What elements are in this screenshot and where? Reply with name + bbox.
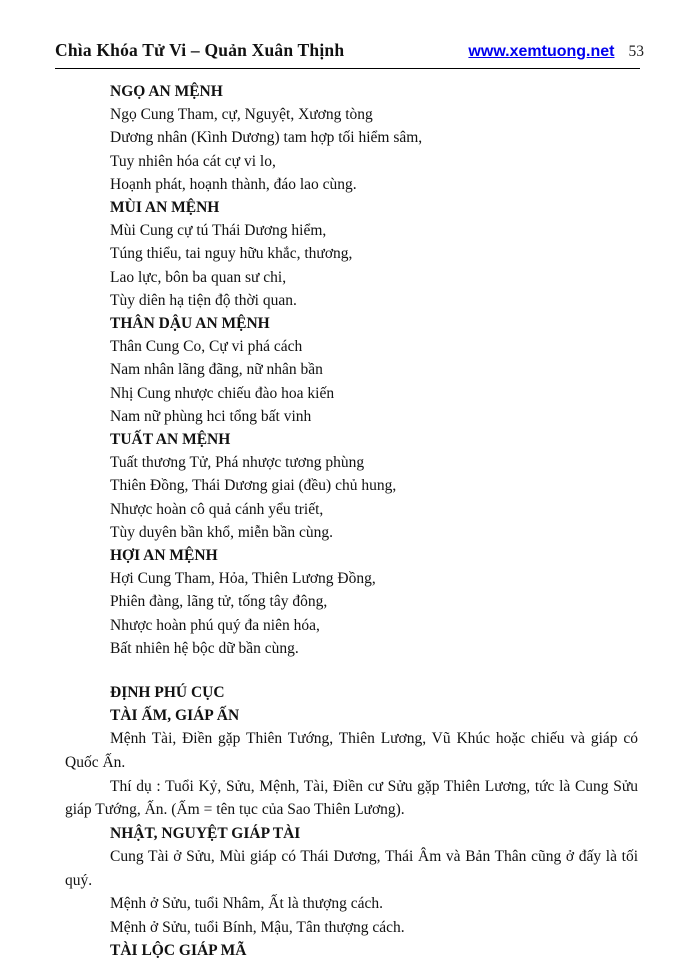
paragraph: Cung Tài ở Sửu, Mùi giáp có Thái Dương, Thái Âm và Bản Thân cũng ở đấy là tối quý.: [65, 848, 638, 889]
header-right: [468, 43, 644, 61]
subsection-heading-tai-loc-giap-ma: TÀI LỘC GIÁP MÃ: [110, 942, 247, 960]
subsection-heading-tai-am-giap-an: TÀI ẤM, GIÁP ẤN: [110, 707, 240, 725]
poem-line: Nhược hoàn phú quý đa niên hóa,: [110, 616, 320, 634]
section-gap: [65, 660, 638, 681]
section-heading-hoi: HỢI AN MỆNH: [110, 547, 218, 565]
header-rule: [55, 68, 640, 69]
section-heading-ngo: NGỌ AN MỆNH: [110, 83, 223, 100]
paragraph: Mệnh Tài, Điền gặp Thiên Tướng, Thiên Lương, Vũ Khúc hoặc chiếu và giáp có Quốc Ấn.: [65, 730, 638, 772]
paragraph: Mệnh ở Sửu, tuổi Nhâm, Ất là thượng cách.: [110, 895, 383, 913]
poem-line: Phiên đàng, lãng tử, tống tây đông,: [110, 593, 328, 611]
site-link[interactable]: www.xemtuong.net: [468, 43, 615, 60]
page-content: [0, 80, 686, 963]
poem-line: Thiên Đồng, Thái Dương giai (đều) chủ hung,: [110, 477, 397, 495]
poem-line: Nhược hoàn cô quả cánh yểu triết,: [110, 500, 324, 518]
poem-line: Bất nhiên hệ bộc dữ bần cùng.: [110, 639, 299, 657]
poem-line: Nam nữ phùng hci tổng bất vinh: [110, 407, 312, 425]
poem-line: Tuất thương Tử, Phá nhược tương phùng: [110, 454, 365, 472]
poem-line: Lao lực, bôn ba quan sư chi,: [110, 268, 287, 286]
poem-line: Dương nhân (Kình Dương) tam hợp tối hiểm sâm,: [110, 129, 423, 147]
page-header: [55, 40, 644, 61]
poem-line: Mùi Cung cự tú Thái Dương hiểm,: [110, 222, 327, 240]
poem-line: Nhị Cung nhược chiếu đào hoa kiến: [110, 384, 335, 402]
book-title: Chìa Khóa Tử Vi – Quản Xuân Thịnh: [55, 40, 345, 60]
paragraph: Mệnh ở Sửu, tuổi Bính, Mậu, Tân thượng cách.: [110, 918, 405, 936]
poem-line: Hợi Cung Tham, Hỏa, Thiên Lương Đồng,: [110, 570, 376, 588]
section-heading-dinh-phu-cuc: ĐỊNH PHÚ CỤC: [110, 684, 225, 702]
poem-line: Nam nhân lãng đãng, nữ nhân bần: [110, 361, 323, 379]
section-heading-tuat: TUẤT AN MỆNH: [110, 431, 231, 449]
poem-line: Tùy diên hạ tiện độ thời quan.: [110, 291, 297, 309]
poem-line: Thân Cung Co, Cự vi phá cách: [110, 338, 303, 356]
poem-line: Túng thiểu, tai nguy hữu khắc, thương,: [110, 245, 353, 263]
poem-line: Ngọ Cung Tham, cự, Nguyệt, Xương tòng: [110, 106, 373, 124]
poem-line: Tuy nhiên hóa cát cự vi lo,: [110, 152, 276, 170]
poem-line: Tùy duyên bần khổ, miễn bần cùng.: [110, 523, 333, 541]
subsection-heading-nhat-nguyet-giap-tai: NHẬT, NGUYỆT GIÁP TÀI: [110, 824, 301, 842]
section-heading-than-dau: THÂN DẬU AN MỆNH: [110, 315, 270, 333]
poem-line: Hoạnh phát, hoạnh thành, đáo lao cùng.: [110, 175, 357, 193]
section-heading-mui: MÙI AN MỆNH: [110, 199, 220, 217]
paragraph: Thí dụ : Tuổi Kỷ, Sửu, Mệnh, Tài, Điền cư Sửu gặp Thiên Lương, tức là Cung Sửu giáp Tướng, Ấn. (Ấm = tên tục của Sao Thiên Lương).: [65, 777, 638, 819]
page-number: 53: [628, 43, 644, 60]
